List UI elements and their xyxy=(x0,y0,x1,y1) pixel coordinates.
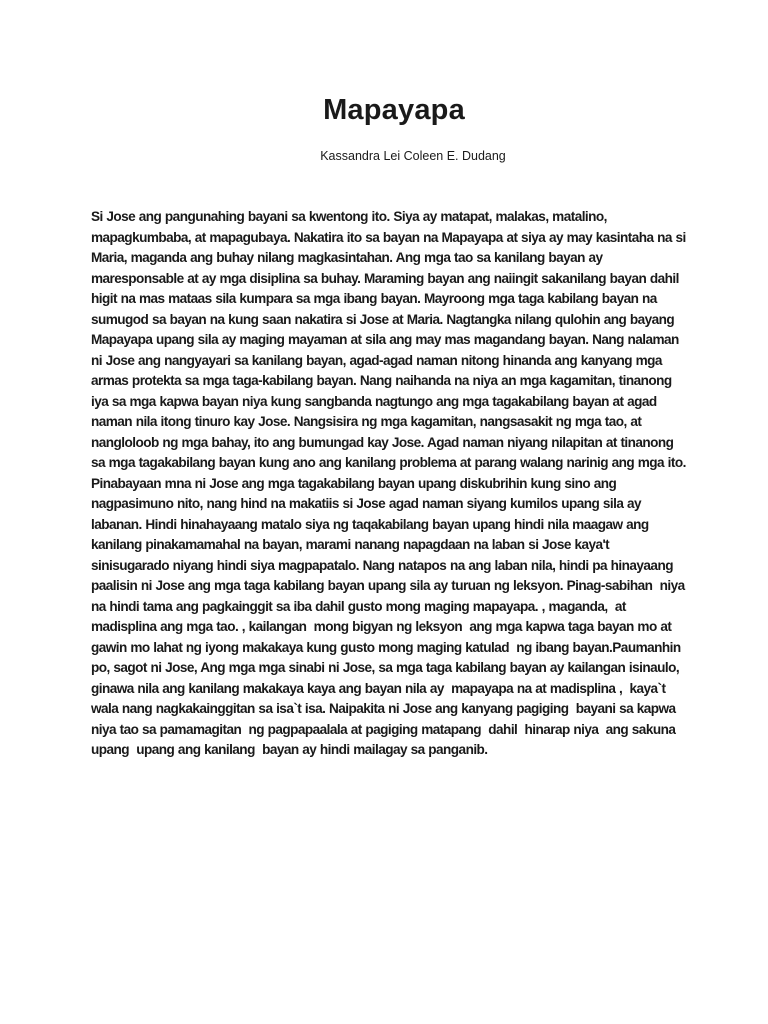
document-title: Mapayapa xyxy=(323,94,465,126)
story-paragraph: Si Jose ang pangunahing bayani sa kwentong ito. Siya ay matapat, malakas, matalino, mapagkumbaba, at mapagubaya. Nakatira ito sa bayan na Mapayapa at siya ay may kasintaha na si Maria, maganda ang buhay nilang magkasintahan. Ang mga tao sa kanilang bayan ay maresponsable at ay mga disiplina sa buhay. Maraming bayan ang naiingit sakanilang bayan dahil higit na mas mataas sila kumpara sa mga ibang bayan. Mayroong mga taga kabilang bayan na sumugod sa bayan na kung saan nakatira si Jose at Maria. Nagtangka nilang qulohin ang bayang Mapayapa upang sila ay maging mayaman at sila ang may mas magandang bayan. Nang nalaman ni Jose ang nangyayari sa kanilang bayan, agad-agad naman nitong hinanda ang kanyang mga armas protekta sa mga taga-kabilang bayan. Nang naihanda na niya an mga kagamitan, tinanong iya sa mga kapwa bayan niya kung sangbanda nagtungo ang mga tagakabilang bayan at agad naman nila itong tinuro kay Jose. Nangsisira ng mga kagamitan, nangsasakit ng mga tao, at nangloloob ng mga bahay, ito ang bumungad kay Jose. Agad naman niyang nilapitan at tinanong sa mga tagakabilang bayan kung ano ang kanilang problema at parang walang narinig ang mga ito. Pinabayaan mna ni Jose ang mga tagakabilang bayan upang diskubrihin kung sino ang nagpasimuno nito, nang hind na makatiis si Jose agad naman siyang kumilos upang sila ay labanan. Hindi hinahayaang matalo siya ng taqakabilang bayan upang hindi nila maagaw ang kanilang pinakamamahal na bayan, marami nanang napagdaan na laban si Jose kaya't sinisugarado niyang hindi siya magpapatalo. Nang natapos na ang laban nila, hindi pa hinayaang paalisin ni Jose ang mga taga kabilang bayan upang sila ay turuan ng leksyon. Pinag-sabihan niya na hindi tama ang pagkainggit sa iba dahil gusto mong maging mapayapa. , maganda, at madisplina ang mga tao. , kailangan mong bigyan ng leksyon ang mga kapwa taga bayan mo at gawin mo lahat ng iyong makakaya kung gusto mong maging katulad ng ibang bayan.Paumanhin po, sagot ni Jose, Ang mga mga sinabi ni Jose, sa mga taga kabilang bayan ay kailangan isinaulo, ginawa nila ang kanilang makakaya kaya ang bayan nila ay mapayapa na at madisplina , kaya`t wala nang nagkakainggitan sa isa`t isa. Naipakita ni Jose ang kanyang pagiging bayani sa kapwa niya tao sa pamamagitan ng pagpapaalala at pagiging matapang dahil hinarap niya ang sakuna upang upang ang kanilang bayan ay hindi mailagay sa panganib. xyxy=(91,209,690,757)
document-author: Kassandra Lei Coleen E. Dudang xyxy=(320,149,506,163)
